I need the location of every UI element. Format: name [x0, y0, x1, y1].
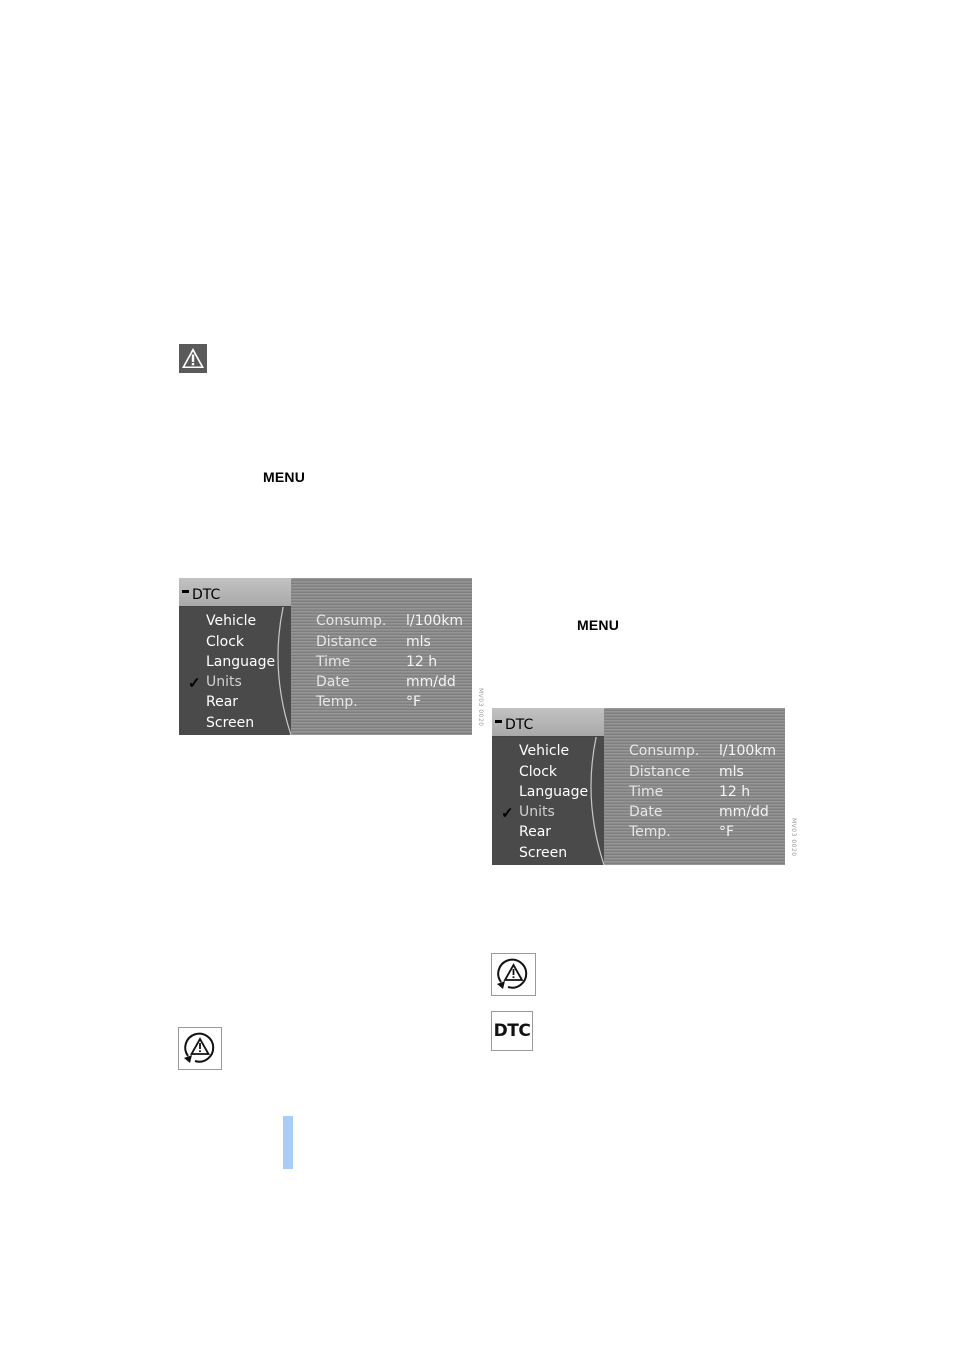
setting-label: Distance [629, 764, 691, 780]
setting-label: Time [629, 784, 664, 800]
header-title: DTC [192, 587, 221, 603]
menu-item-units[interactable]: Units [519, 804, 555, 820]
image-code: MV03 0020 [790, 818, 797, 857]
setting-label: Time [316, 654, 351, 670]
menu-item-language[interactable]: Language [206, 654, 276, 670]
dtc-icon [491, 1011, 533, 1051]
header-dash [495, 720, 502, 723]
header-title: DTC [505, 717, 534, 733]
menu-item-language[interactable]: Language [519, 784, 589, 800]
setting-label: Consump. [629, 743, 700, 759]
menu-item-rear[interactable]: Rear [206, 694, 239, 710]
dsc-warning-circle-icon [491, 953, 536, 996]
setting-label: Distance [316, 634, 378, 650]
margin-marker-bar [283, 1116, 293, 1169]
menu-button-label: MENU [263, 469, 306, 485]
setting-value[interactable]: 12 h [406, 654, 438, 670]
setting-value[interactable]: 12 h [719, 784, 751, 800]
setting-label: Date [316, 674, 350, 690]
dsc-warning-circle-icon [178, 1027, 222, 1070]
menu-item-vehicle[interactable]: Vehicle [519, 743, 570, 759]
setting-value[interactable]: l/100km [406, 613, 464, 629]
setting-value[interactable]: mls [406, 634, 431, 650]
menu-item-vehicle[interactable]: Vehicle [206, 613, 257, 629]
menu-item-clock[interactable]: Clock [519, 764, 558, 780]
check-icon: ✓ [188, 675, 201, 692]
check-icon: ✓ [501, 805, 514, 822]
idrive-units-screen [492, 708, 785, 865]
menu-item-rear[interactable]: Rear [519, 824, 552, 840]
dtc-header[interactable] [492, 708, 604, 737]
menu-item-screen[interactable]: Screen [206, 715, 255, 731]
menu-item-clock[interactable]: Clock [206, 634, 245, 650]
header-dash [182, 590, 189, 593]
menu-item-screen[interactable]: Screen [519, 845, 568, 861]
setting-value[interactable]: °F [719, 824, 735, 840]
setting-label: Temp. [629, 824, 671, 840]
dtc-header[interactable] [179, 578, 291, 607]
idrive-units-screen [179, 578, 472, 735]
menu-button-label: MENU [577, 617, 620, 633]
warning-triangle-icon [179, 344, 207, 373]
setting-value[interactable]: mm/dd [719, 804, 769, 820]
image-code: MV03 0020 [477, 688, 484, 727]
setting-label: Temp. [316, 694, 358, 710]
setting-value[interactable]: l/100km [719, 743, 777, 759]
setting-value[interactable]: °F [406, 694, 422, 710]
setting-label: Consump. [316, 613, 387, 629]
menu-item-units[interactable]: Units [206, 674, 242, 690]
setting-label: Date [629, 804, 663, 820]
dtc-icon-label: DTC [493, 1021, 531, 1041]
setting-value[interactable]: mm/dd [406, 674, 456, 690]
setting-value[interactable]: mls [719, 764, 744, 780]
